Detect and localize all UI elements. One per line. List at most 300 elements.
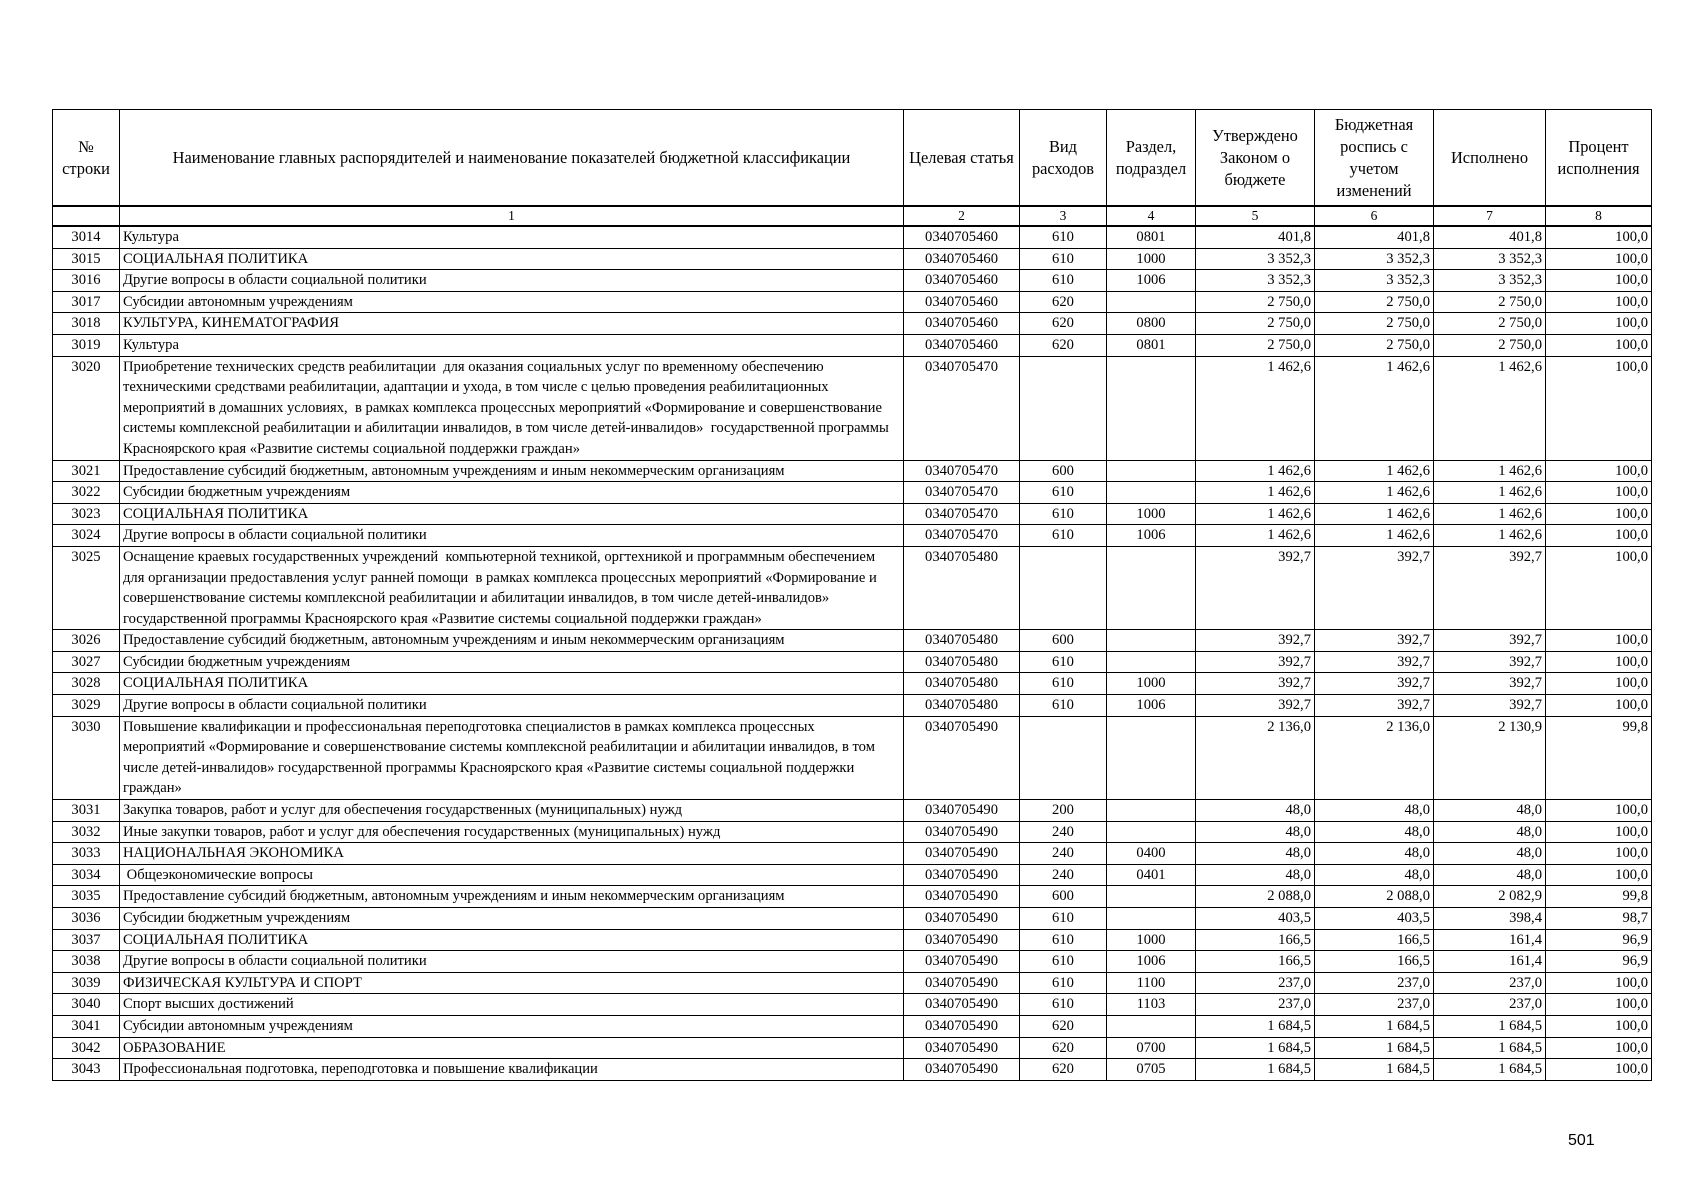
percent-cell: 100,0 [1546,503,1652,525]
table-row [53,525,1652,547]
section-cell: 1006 [1107,695,1196,717]
target-article-cell: 0340705490 [904,886,1020,908]
budget-schedule-cell: 1 462,6 [1315,460,1434,482]
percent-cell: 100,0 [1546,1015,1652,1037]
table-row [53,951,1652,973]
percent-cell: 100,0 [1546,843,1652,865]
percent-cell: 100,0 [1546,821,1652,843]
executed-amount-cell: 2 750,0 [1434,334,1546,356]
header-target-article: Целевая статья [904,110,1020,207]
row-number-cell: 3024 [53,525,120,547]
budget-schedule-cell: 1 684,5 [1315,1037,1434,1059]
budget-schedule-cell: 401,8 [1315,226,1434,248]
percent-cell: 96,9 [1546,951,1652,973]
budget-schedule-cell: 1 462,6 [1315,482,1434,504]
item-name-cell: Предоставление субсидий бюджетным, автономным учреждениям и иным некоммерческим организациям [120,630,904,652]
approved-amount-cell: 392,7 [1196,673,1315,695]
expense-type-cell: 600 [1020,460,1107,482]
executed-amount-cell: 1 462,6 [1434,460,1546,482]
section-cell: 1000 [1107,929,1196,951]
row-number-cell: 3022 [53,482,120,504]
section-cell [1107,546,1196,629]
executed-amount-cell: 1 684,5 [1434,1059,1546,1081]
expense-type-cell: 610 [1020,270,1107,292]
target-article-cell: 0340705490 [904,864,1020,886]
row-number-cell: 3034 [53,864,120,886]
executed-amount-cell: 1 684,5 [1434,1037,1546,1059]
table-row [53,630,1652,652]
row-number-cell: 3038 [53,951,120,973]
item-name-cell: Предоставление субсидий бюджетным, автономным учреждениям и иным некоммерческим организациям [120,460,904,482]
header-row [53,110,1652,207]
section-cell: 1103 [1107,994,1196,1016]
executed-amount-cell: 392,7 [1434,651,1546,673]
percent-cell: 98,7 [1546,908,1652,930]
target-article-cell: 0340705490 [904,951,1020,973]
item-name-cell: Субсидии бюджетным учреждениям [120,482,904,504]
percent-cell: 100,0 [1546,270,1652,292]
target-article-cell: 0340705490 [904,972,1020,994]
row-number-cell: 3035 [53,886,120,908]
approved-amount-cell: 2 750,0 [1196,334,1315,356]
budget-schedule-cell: 237,0 [1315,994,1434,1016]
budget-schedule-cell: 48,0 [1315,843,1434,865]
item-name-cell: Субсидии бюджетным учреждениям [120,908,904,930]
section-cell: 1006 [1107,951,1196,973]
approved-amount-cell: 1 684,5 [1196,1059,1315,1081]
percent-cell: 100,0 [1546,1037,1652,1059]
approved-amount-cell: 166,5 [1196,951,1315,973]
item-name-cell: Повышение квалификации и профессиональная переподготовка специалистов в рамках комплекса процессных мероприятий «Формирование и совершенствование системы комплексной реабилитации и абилитации инвалидов, в том числе детей-инвалидов» государственной программы Красноярского края «Развитие системы социальной поддержки граждан» [120,716,904,799]
section-cell [1107,908,1196,930]
executed-amount-cell: 392,7 [1434,630,1546,652]
table-row [53,864,1652,886]
header-executed: Исполнено [1434,110,1546,207]
approved-amount-cell: 1 462,6 [1196,482,1315,504]
budget-schedule-cell: 2 750,0 [1315,291,1434,313]
executed-amount-cell: 1 462,6 [1434,482,1546,504]
header-budget-schedule: Бюджетная роспись с учетом изменений [1315,110,1434,207]
section-cell [1107,482,1196,504]
table-row [53,460,1652,482]
percent-cell: 100,0 [1546,673,1652,695]
expense-type-cell: 620 [1020,1015,1107,1037]
section-cell: 0400 [1107,843,1196,865]
item-name-cell: Предоставление субсидий бюджетным, автономным учреждениям и иным некоммерческим организациям [120,886,904,908]
row-number-cell: 3015 [53,248,120,270]
budget-schedule-cell: 1 462,6 [1315,525,1434,547]
budget-schedule-cell: 392,7 [1315,630,1434,652]
percent-cell: 100,0 [1546,313,1652,335]
approved-amount-cell: 392,7 [1196,630,1315,652]
table-row [53,482,1652,504]
column-number: 2 [904,206,1020,226]
approved-amount-cell: 48,0 [1196,800,1315,822]
section-cell [1107,886,1196,908]
header-name: Наименование главных распорядителей и наименование показателей бюджетной классификации [120,110,904,207]
approved-amount-cell: 48,0 [1196,843,1315,865]
budget-schedule-cell: 3 352,3 [1315,248,1434,270]
table-row [53,503,1652,525]
executed-amount-cell: 2 130,9 [1434,716,1546,799]
percent-cell: 100,0 [1546,972,1652,994]
expense-type-cell: 610 [1020,972,1107,994]
executed-amount-cell: 237,0 [1434,972,1546,994]
budget-schedule-cell: 48,0 [1315,821,1434,843]
table-row [53,695,1652,717]
table-row [53,972,1652,994]
column-number [53,206,120,226]
expense-type-cell: 200 [1020,800,1107,822]
section-cell [1107,716,1196,799]
header-approved: Утверждено Законом о бюджете [1196,110,1315,207]
section-cell [1107,291,1196,313]
expense-type-cell: 610 [1020,503,1107,525]
percent-cell: 100,0 [1546,800,1652,822]
section-cell: 0700 [1107,1037,1196,1059]
target-article-cell: 0340705490 [904,800,1020,822]
expense-type-cell: 600 [1020,886,1107,908]
approved-amount-cell: 48,0 [1196,821,1315,843]
budget-schedule-cell: 3 352,3 [1315,270,1434,292]
item-name-cell: ОБРАЗОВАНИЕ [120,1037,904,1059]
budget-schedule-cell: 1 462,6 [1315,503,1434,525]
approved-amount-cell: 2 750,0 [1196,291,1315,313]
percent-cell: 100,0 [1546,695,1652,717]
item-name-cell: Субсидии автономным учреждениям [120,1015,904,1037]
row-number-cell: 3023 [53,503,120,525]
executed-amount-cell: 1 462,6 [1434,503,1546,525]
budget-schedule-cell: 1 462,6 [1315,356,1434,460]
item-name-cell: Приобретение технических средств реабилитации для оказания социальных услуг по временному обеспечению техническими средствами реабилитации, адаптации и ухода, в том числе с целью проведения реабилитационных мероприятий в домашних условиях, в рамках комплекса процессных мероприятий «Формирование и совершенствование системы комплексной реабилитации и абилитации инвалидов, в том числе детей-инвалидов» государственной программы Красноярского края «Развитие системы социальной поддержки граждан» [120,356,904,460]
row-number-cell: 3033 [53,843,120,865]
row-number-cell: 3027 [53,651,120,673]
target-article-cell: 0340705490 [904,1037,1020,1059]
percent-cell: 96,9 [1546,929,1652,951]
table-row [53,1059,1652,1081]
executed-amount-cell: 398,4 [1434,908,1546,930]
section-cell: 1000 [1107,248,1196,270]
column-number: 3 [1020,206,1107,226]
section-cell [1107,630,1196,652]
budget-schedule-cell: 392,7 [1315,695,1434,717]
expense-type-cell: 610 [1020,994,1107,1016]
section-cell: 1006 [1107,525,1196,547]
percent-cell: 100,0 [1546,226,1652,248]
row-number-cell: 3037 [53,929,120,951]
item-name-cell: Другие вопросы в области социальной политики [120,525,904,547]
page-number: 501 [1568,1132,1595,1149]
section-cell: 1006 [1107,270,1196,292]
column-number: 1 [120,206,904,226]
executed-amount-cell: 401,8 [1434,226,1546,248]
approved-amount-cell: 2 136,0 [1196,716,1315,799]
approved-amount-cell: 2 088,0 [1196,886,1315,908]
percent-cell: 100,0 [1546,651,1652,673]
target-article-cell: 0340705460 [904,226,1020,248]
expense-type-cell: 610 [1020,651,1107,673]
section-cell: 0705 [1107,1059,1196,1081]
executed-amount-cell: 392,7 [1434,546,1546,629]
row-number-cell: 3031 [53,800,120,822]
approved-amount-cell: 237,0 [1196,994,1315,1016]
expense-type-cell: 240 [1020,821,1107,843]
executed-amount-cell: 48,0 [1434,843,1546,865]
target-article-cell: 0340705460 [904,270,1020,292]
approved-amount-cell: 392,7 [1196,546,1315,629]
budget-schedule-cell: 48,0 [1315,800,1434,822]
section-cell [1107,1015,1196,1037]
column-number-row [53,206,1652,226]
table-row [53,886,1652,908]
table-row [53,843,1652,865]
target-article-cell: 0340705470 [904,503,1020,525]
table-row [53,546,1652,629]
table-header [53,110,1652,227]
row-number-cell: 3030 [53,716,120,799]
budget-schedule-cell: 2 750,0 [1315,313,1434,335]
item-name-cell: Закупка товаров, работ и услуг для обеспечения государственных (муниципальных) нужд [120,800,904,822]
approved-amount-cell: 3 352,3 [1196,248,1315,270]
approved-amount-cell: 237,0 [1196,972,1315,994]
executed-amount-cell: 48,0 [1434,864,1546,886]
table-row [53,1015,1652,1037]
approved-amount-cell: 48,0 [1196,864,1315,886]
section-cell: 1100 [1107,972,1196,994]
table-row [53,908,1652,930]
item-name-cell: Другие вопросы в области социальной политики [120,695,904,717]
table-row [53,313,1652,335]
target-article-cell: 0340705490 [904,1015,1020,1037]
target-article-cell: 0340705470 [904,482,1020,504]
target-article-cell: 0340705490 [904,908,1020,930]
section-cell: 0801 [1107,226,1196,248]
item-name-cell: Иные закупки товаров, работ и услуг для обеспечения государственных (муниципальных) нужд [120,821,904,843]
expense-type-cell: 610 [1020,695,1107,717]
expense-type-cell: 240 [1020,843,1107,865]
target-article-cell: 0340705480 [904,546,1020,629]
budget-schedule-cell: 403,5 [1315,908,1434,930]
target-article-cell: 0340705480 [904,673,1020,695]
target-article-cell: 0340705480 [904,630,1020,652]
row-number-cell: 3019 [53,334,120,356]
percent-cell: 100,0 [1546,994,1652,1016]
table-row [53,994,1652,1016]
row-number-cell: 3020 [53,356,120,460]
section-cell: 0401 [1107,864,1196,886]
budget-schedule-cell: 2 750,0 [1315,334,1434,356]
budget-schedule-cell: 2 088,0 [1315,886,1434,908]
target-article-cell: 0340705460 [904,291,1020,313]
approved-amount-cell: 1 462,6 [1196,525,1315,547]
item-name-cell: Оснащение краевых государственных учреждений компьютерной техникой, оргтехникой и программным обеспечением для организации предоставления услуг ранней помощи в рамках комплекса процессных мероприятий «Формирование и совершенствование системы комплексной реабилитации и абилитации инвалидов, в том числе детей-инвалидов» государственной программы Красноярского края «Развитие системы социальной поддержки граждан» [120,546,904,629]
section-cell [1107,356,1196,460]
table-row [53,248,1652,270]
budget-schedule-cell: 392,7 [1315,546,1434,629]
approved-amount-cell: 1 462,6 [1196,356,1315,460]
section-cell: 0800 [1107,313,1196,335]
table-body [53,226,1652,1080]
expense-type-cell [1020,716,1107,799]
approved-amount-cell: 1 684,5 [1196,1037,1315,1059]
expense-type-cell: 620 [1020,291,1107,313]
item-name-cell: КУЛЬТУРА, КИНЕМАТОГРАФИЯ [120,313,904,335]
column-number: 7 [1434,206,1546,226]
table-row [53,1037,1652,1059]
percent-cell: 100,0 [1546,482,1652,504]
percent-cell: 100,0 [1546,356,1652,460]
expense-type-cell: 610 [1020,673,1107,695]
section-cell: 1000 [1107,503,1196,525]
approved-amount-cell: 401,8 [1196,226,1315,248]
target-article-cell: 0340705470 [904,525,1020,547]
row-number-cell: 3025 [53,546,120,629]
header-expense-type: Вид расходов [1020,110,1107,207]
row-number-cell: 3016 [53,270,120,292]
table-row [53,929,1652,951]
approved-amount-cell: 3 352,3 [1196,270,1315,292]
table-row [53,291,1652,313]
budget-schedule-cell: 48,0 [1315,864,1434,886]
expense-type-cell: 600 [1020,630,1107,652]
expense-type-cell: 610 [1020,908,1107,930]
expense-type-cell: 240 [1020,864,1107,886]
target-article-cell: 0340705460 [904,248,1020,270]
column-number: 4 [1107,206,1196,226]
table-row [53,800,1652,822]
executed-amount-cell: 3 352,3 [1434,270,1546,292]
executed-amount-cell: 48,0 [1434,800,1546,822]
row-number-cell: 3043 [53,1059,120,1081]
percent-cell: 100,0 [1546,248,1652,270]
target-article-cell: 0340705490 [904,1059,1020,1081]
executed-amount-cell: 3 352,3 [1434,248,1546,270]
row-number-cell: 3039 [53,972,120,994]
budget-schedule-cell: 237,0 [1315,972,1434,994]
item-name-cell: Общеэкономические вопросы [120,864,904,886]
executed-amount-cell: 237,0 [1434,994,1546,1016]
row-number-cell: 3042 [53,1037,120,1059]
item-name-cell: Другие вопросы в области социальной политики [120,951,904,973]
executed-amount-cell: 392,7 [1434,695,1546,717]
column-number: 6 [1315,206,1434,226]
percent-cell: 100,0 [1546,460,1652,482]
expense-type-cell: 610 [1020,525,1107,547]
approved-amount-cell: 1 462,6 [1196,503,1315,525]
row-number-cell: 3029 [53,695,120,717]
target-article-cell: 0340705460 [904,313,1020,335]
row-number-cell: 3026 [53,630,120,652]
budget-schedule-cell: 392,7 [1315,651,1434,673]
target-article-cell: 0340705490 [904,994,1020,1016]
row-number-cell: 3014 [53,226,120,248]
expense-type-cell: 620 [1020,1037,1107,1059]
percent-cell: 100,0 [1546,334,1652,356]
column-number: 8 [1546,206,1652,226]
item-name-cell: Культура [120,334,904,356]
table-row [53,356,1652,460]
expense-type-cell [1020,546,1107,629]
section-cell [1107,651,1196,673]
target-article-cell: 0340705460 [904,334,1020,356]
executed-amount-cell: 161,4 [1434,951,1546,973]
row-number-cell: 3018 [53,313,120,335]
budget-schedule-cell: 2 136,0 [1315,716,1434,799]
target-article-cell: 0340705480 [904,651,1020,673]
row-number-cell: 3032 [53,821,120,843]
header-percent: Процент исполнения [1546,110,1652,207]
item-name-cell: СОЦИАЛЬНАЯ ПОЛИТИКА [120,673,904,695]
expense-type-cell: 620 [1020,334,1107,356]
table-row [53,716,1652,799]
executed-amount-cell: 2 082,9 [1434,886,1546,908]
expense-type-cell: 610 [1020,929,1107,951]
section-cell: 0801 [1107,334,1196,356]
target-article-cell: 0340705490 [904,821,1020,843]
table-row [53,226,1652,248]
row-number-cell: 3017 [53,291,120,313]
row-number-cell: 3036 [53,908,120,930]
item-name-cell: Спорт высших достижений [120,994,904,1016]
approved-amount-cell: 1 684,5 [1196,1015,1315,1037]
approved-amount-cell: 1 462,6 [1196,460,1315,482]
item-name-cell: СОЦИАЛЬНАЯ ПОЛИТИКА [120,929,904,951]
percent-cell: 100,0 [1546,546,1652,629]
row-number-cell: 3040 [53,994,120,1016]
table-row [53,334,1652,356]
header-row-number: № строки [53,110,120,207]
budget-schedule-cell: 1 684,5 [1315,1059,1434,1081]
item-name-cell: Субсидии автономным учреждениям [120,291,904,313]
item-name-cell: Субсидии бюджетным учреждениям [120,651,904,673]
percent-cell: 100,0 [1546,1059,1652,1081]
table-row [53,270,1652,292]
expense-type-cell: 610 [1020,248,1107,270]
row-number-cell: 3041 [53,1015,120,1037]
budget-schedule-cell: 392,7 [1315,673,1434,695]
target-article-cell: 0340705480 [904,695,1020,717]
budget-schedule-cell: 166,5 [1315,929,1434,951]
header-section: Раздел, подраздел [1107,110,1196,207]
expense-type-cell: 610 [1020,482,1107,504]
item-name-cell: Другие вопросы в области социальной политики [120,270,904,292]
percent-cell: 100,0 [1546,525,1652,547]
percent-cell: 99,8 [1546,716,1652,799]
executed-amount-cell: 1 462,6 [1434,356,1546,460]
percent-cell: 100,0 [1546,864,1652,886]
target-article-cell: 0340705470 [904,356,1020,460]
executed-amount-cell: 392,7 [1434,673,1546,695]
item-name-cell: СОЦИАЛЬНАЯ ПОЛИТИКА [120,503,904,525]
executed-amount-cell: 2 750,0 [1434,313,1546,335]
percent-cell: 100,0 [1546,291,1652,313]
executed-amount-cell: 1 462,6 [1434,525,1546,547]
approved-amount-cell: 392,7 [1196,695,1315,717]
percent-cell: 100,0 [1546,630,1652,652]
expense-type-cell: 620 [1020,1059,1107,1081]
row-number-cell: 3028 [53,673,120,695]
table-row [53,651,1652,673]
column-number: 5 [1196,206,1315,226]
section-cell: 1000 [1107,673,1196,695]
budget-schedule-cell: 1 684,5 [1315,1015,1434,1037]
row-number-cell: 3021 [53,460,120,482]
expense-type-cell: 620 [1020,313,1107,335]
table-row [53,673,1652,695]
expense-type-cell: 610 [1020,226,1107,248]
item-name-cell: НАЦИОНАЛЬНАЯ ЭКОНОМИКА [120,843,904,865]
section-cell [1107,460,1196,482]
